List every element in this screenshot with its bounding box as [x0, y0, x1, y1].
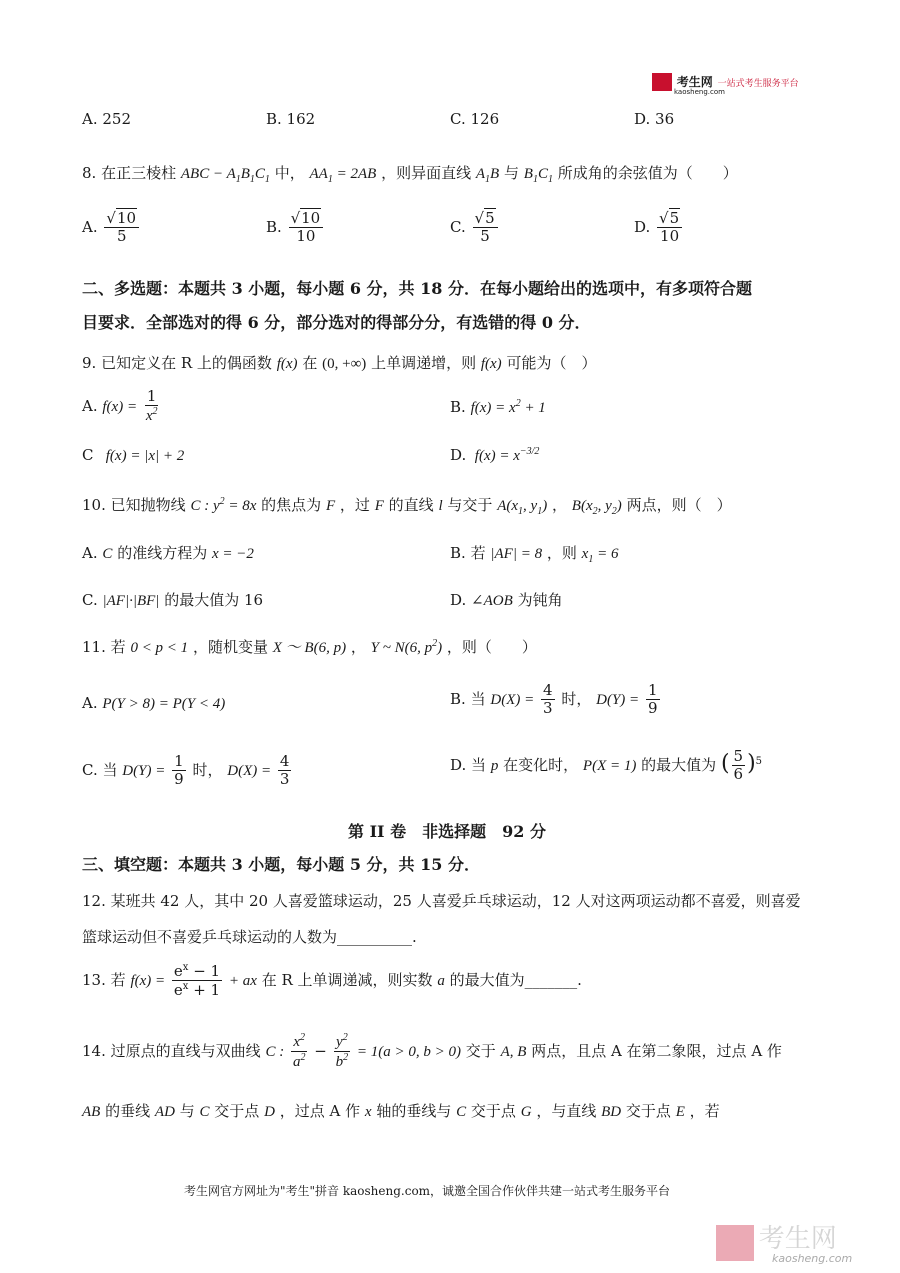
q11-option-d: D. 当 p 在变化时， P(X = 1) 的最大值为 ( $\frac{5}{6}$ )$^5$ — [450, 747, 763, 784]
q14-text-6: 交于点 — [214, 1102, 260, 1120]
q10-opt-b-text: 若 — [470, 544, 486, 562]
q14-line2: AB 的垂线 AD 与 C 交于点 D ，过点 A 作 x 轴的垂线与 C 交于点 G ，与直线 BD 交于点 E ，若 — [82, 1102, 720, 1120]
q11-text-3: ， — [350, 638, 366, 656]
q13-number: 13. — [82, 970, 106, 989]
q8-b-den: 10 — [296, 227, 316, 246]
q8-number: 8. — [82, 164, 97, 182]
q14-text-1: 过原点的直线与双曲线 — [110, 1041, 261, 1060]
q8-text-3: ，则异面直线 — [381, 164, 472, 182]
q10-opt-b-text-2: ，则 — [546, 544, 577, 562]
q8-option-a-label: A. — [82, 217, 98, 236]
q9-opt-d-label: D. — [450, 446, 467, 464]
q10-opt-c-label: C. — [82, 591, 98, 609]
q9-text-4: 可能为（ ） — [506, 354, 597, 372]
q9-stem — [82, 352, 596, 373]
q8-c-num: 5 — [485, 209, 495, 227]
q10-opt-a-text: 的准线方程为 — [117, 544, 208, 562]
q9-func-2: f(x) — [480, 356, 502, 372]
q14-text-7: ，过点 A 作 — [279, 1102, 361, 1120]
q9-text-1: 已知定义在 R 上的偶函数 — [101, 354, 272, 372]
footer-text: 考生网官方网址为"考生"拼音 kaosheng.com，诚邀全国合作伙伴共建一站式考生服务平台 — [184, 1184, 671, 1198]
q8-condition: $AA_1 = 2AB$ — [309, 166, 377, 185]
q14-text-8: 轴的垂线与 — [376, 1102, 452, 1120]
q10-opt-d-text: 为钝角 — [517, 591, 563, 609]
q11-opt-c-text-2: 时， — [192, 760, 223, 779]
kaosheng-logo-icon — [652, 73, 672, 91]
q14-text-10: ，与直线 — [536, 1102, 597, 1120]
q11-option-a: A. P(Y > 8) = P(Y < 4) — [82, 694, 226, 712]
q12-line2: 篮球运动但不喜爱乒乓球运动的人数为__________. — [82, 928, 417, 946]
watermark-name: 考生网 — [758, 1224, 837, 1254]
q14-text-4: 的垂线 — [105, 1102, 151, 1120]
q14-number: 14. — [82, 1041, 106, 1060]
q14-text-11: 交于点 — [625, 1102, 671, 1120]
q11-text-1: 若 — [110, 638, 126, 656]
q8-stem — [82, 162, 738, 185]
q11-opt-d-text-2: 在变化时， — [503, 755, 579, 774]
q14-text-5: 与 — [179, 1102, 195, 1120]
q10-text-1: 已知抛物线 — [110, 496, 186, 514]
section3-heading: 三、填空题：本题共 3 小题，每小题 5 分，共 15 分． — [82, 855, 480, 874]
q8-b-num: 10 — [301, 209, 321, 227]
q8-text-5: 所成角的余弦值为（ ） — [557, 164, 738, 182]
section2-line2: 目要求．全部选对的得 6 分，部分选对的得部分分，有选错的得 0 分． — [82, 313, 591, 332]
q10-opt-d-label: D. — [450, 591, 467, 609]
q10-number: 10. — [82, 496, 106, 514]
q13-text-2: 在 R 上单调递减，则实数 — [261, 970, 433, 989]
q11-opt-b-label: B. — [450, 689, 466, 708]
q8-prism: ABC − $A_1B_1C_1$ — [180, 166, 270, 185]
q11-stem: 11. 若 0 < p < 1 ，随机变量 X ～ B(6, p) ， Y ~ N(6, $p^2$) ，则（ ） — [82, 638, 537, 656]
q10-text-2: 的焦点为 — [261, 496, 322, 514]
q10-option-a: A. C 的准线方程为 x = −2 — [82, 544, 254, 562]
q13-text-1: 若 — [110, 970, 126, 989]
q9-option-a: A. f(x) = $\frac{1}{x^2}$ — [82, 387, 158, 425]
q9-text-3: 上单调递增，则 — [371, 354, 477, 372]
q11-option-c: C. 当 D(Y) = $\frac{1}{9}$ 时， D(X) = $\frac{4}{3}$ — [82, 752, 290, 789]
q11-opt-d-text-3: 的最大值为 — [641, 755, 717, 774]
watermark-logo-icon — [716, 1225, 754, 1261]
q10-opt-a-label: A. — [82, 544, 98, 562]
q11-opt-d-text: 当 — [471, 755, 487, 774]
q10-option-d: D. ∠AOB 为钝角 — [450, 591, 563, 609]
q9-func: f(x) — [276, 356, 298, 372]
q10-text-7: 两点，则（ ） — [626, 496, 732, 514]
q8-text-2: 中， — [274, 164, 305, 182]
q8-a-den: 5 — [116, 227, 127, 246]
q9-opt-c-label: C — [82, 446, 94, 464]
q14-text-2: 交于 — [465, 1041, 496, 1060]
q8-text-4: 与 — [503, 164, 519, 182]
q9-option-b: B. $f(x) = x^2 + 1$ — [450, 398, 546, 416]
q8-option-b-label: B. — [266, 217, 282, 236]
q11-text-4: ，则（ ） — [446, 638, 537, 656]
q11-number: 11. — [82, 638, 106, 656]
q7-option-d: D. 36 — [634, 110, 675, 128]
q10-option-b: B. 若 |AF| = 8 ，则 $x_1 = 6$ — [450, 544, 619, 565]
q11-opt-a-label: A. — [82, 694, 98, 712]
q8-option-b: B. $\frac{√10}{10}$ — [266, 210, 325, 246]
q8-option-c: C. $\frac{√5}{5}$ — [450, 210, 500, 246]
brand-domain: kaosheng.com — [674, 88, 725, 96]
brand-slogan: 一站式考生服务平台 — [717, 79, 799, 89]
part2-title: 第 II 卷 非选择题 92 分 — [348, 822, 546, 841]
q10-text-4: 的直线 — [388, 496, 434, 514]
q10-text-5: 与交于 — [447, 496, 493, 514]
q9-option-c: C f(x) = |x| + 2 — [82, 446, 185, 464]
q9-interval: (0, +∞) — [322, 356, 367, 372]
q14-text-12: ，若 — [689, 1102, 720, 1120]
q13-text-3: 的最大值为_______. — [449, 970, 582, 989]
q9-opt-a-label: A. — [82, 396, 98, 415]
q8-option-a: A. $\frac{√10}{5}$ — [82, 210, 141, 246]
q13-stem: 13. 若 f(x) = $\frac{e^x - 1}{e^x + 1}$ + ax 在 R 上单调递减，则实数 a 的最大值为_______. — [82, 962, 582, 1000]
q14-text-9: 交于点 — [470, 1102, 516, 1120]
q14-stem: 14. 过原点的直线与双曲线 C : $\frac{x^2}{a^2}$ − $\frac{y^2}{b^2}$ = 1(a > 0, b > 0) 交于 A, B 两点，且点 A 在第二象限，过点 A 作 — [82, 1032, 782, 1071]
q10-opt-b-label: B. — [450, 544, 466, 562]
q8-c-den: 5 — [480, 227, 490, 246]
q8-option-d: D. $\frac{√5}{10}$ — [634, 210, 684, 246]
q8-option-d-label: D. — [634, 217, 651, 236]
q11-opt-d-label: D. — [450, 755, 467, 774]
q12-line1: 12. 某班共 42 人，其中 20 人喜爱篮球运动，25 人喜爱乒乓球运动，12 人对这两项运动都不喜爱，则喜爱 — [82, 892, 801, 910]
q11-opt-c-text: 当 — [102, 760, 118, 779]
q8-line-2: $B_1C_1$ — [523, 166, 553, 185]
q11-opt-c-label: C. — [82, 760, 98, 779]
q8-text: 在正三棱柱 — [101, 164, 177, 182]
q9-opt-b-label: B. — [450, 398, 466, 416]
q7-option-b: B. 162 — [266, 110, 316, 128]
q10-option-c: C. |AF|·|BF| 的最大值为 16 — [82, 591, 264, 609]
watermark-domain: kaosheng.com — [772, 1252, 853, 1265]
q10-opt-c-text: 的最大值为 16 — [164, 591, 264, 609]
q14-text-3: 两点，且点 A 在第二象限，过点 A 作 — [531, 1041, 782, 1060]
q11-opt-b-text-2: 时， — [561, 689, 592, 708]
q11-option-b: B. 当 D(X) = $\frac{4}{3}$ 时， D(Y) = $\frac{1}{9}$ — [450, 681, 658, 718]
q10-text-6: ， — [552, 496, 568, 514]
q7-option-c: C. 126 — [450, 110, 500, 128]
q8-d-num: 5 — [669, 209, 680, 227]
section2-line1: 二、多选题：本题共 3 小题，每小题 6 分，共 18 分．在每小题给出的选项中，有多项符合题 — [82, 279, 752, 298]
q9-number: 9. — [82, 354, 97, 372]
q10-stem: 10. 已知抛物线 C : $y^2 = 8x$ 的焦点为 F ，过 F 的直线 l 与交于 $A(x_1$, $y_1$) ， $B(x_2$, $y_2$) 两点，则（ ） — [82, 496, 732, 517]
q11-text-2: ，随机变量 — [192, 638, 268, 656]
q9-option-d: D. $f(x) = x^{-3/2}$ — [450, 446, 540, 464]
q7-option-a: A. 252 — [82, 110, 131, 128]
q8-option-c-label: C. — [450, 217, 466, 236]
q9-text-2: 在 — [302, 354, 318, 372]
q8-line-1: $A_1B$ — [475, 166, 500, 185]
q8-d-den: 10 — [660, 227, 680, 246]
brand-name: 考生网 — [676, 75, 713, 89]
q8-a-num: 10 — [116, 209, 137, 227]
q10-text-3: ，过 — [339, 496, 370, 514]
q11-opt-b-text: 当 — [470, 689, 486, 708]
